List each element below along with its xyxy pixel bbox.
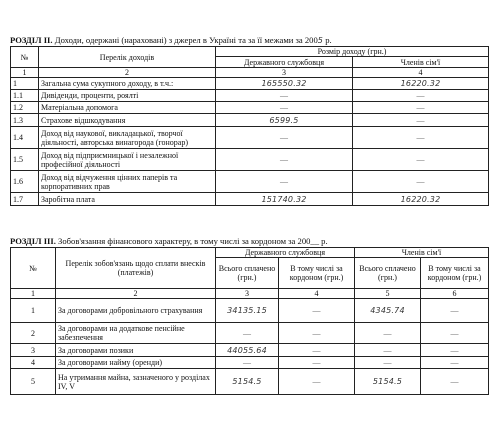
row-family-value: — bbox=[353, 114, 489, 127]
table-row bbox=[11, 171, 489, 193]
row-abroad-family: — bbox=[421, 299, 489, 323]
row-paid-official: 44055.64 bbox=[216, 344, 279, 357]
table-row bbox=[11, 299, 489, 323]
row-family-value: — bbox=[353, 171, 489, 193]
section3-title-text: Зобов'язання фінансового характеру, в тому числі за кордоном за 200 bbox=[58, 236, 311, 246]
row-num: 1.1 bbox=[11, 90, 39, 102]
table-row bbox=[11, 323, 489, 344]
row-paid-official: — bbox=[216, 357, 279, 369]
row-official-value: 165550.32 bbox=[216, 78, 353, 90]
header-abroad-family: В тому числі за кордоном (грн.) bbox=[421, 258, 489, 289]
section3-prefix: РОЗДІЛ III. bbox=[10, 236, 56, 246]
section2-title-text: Доходи, одержані (нараховані) з джерел в Україні та за її межами за 200 bbox=[54, 35, 318, 45]
row-name: Доход від відчуження цінних паперів та корпоративних прав bbox=[39, 171, 216, 193]
row-num: 1.7 bbox=[11, 193, 39, 206]
row-paid-family: 5154.5 bbox=[355, 369, 421, 395]
row-abroad-family: — bbox=[421, 357, 489, 369]
row-num: 3 bbox=[11, 344, 56, 357]
colnum-2: 2 bbox=[56, 289, 216, 299]
table-row bbox=[11, 193, 489, 206]
section2-year: 5 bbox=[317, 36, 324, 45]
row-paid-family: — bbox=[355, 344, 421, 357]
row-official-value: — bbox=[216, 149, 353, 171]
row-family-value: — bbox=[353, 102, 489, 114]
row-family-value: 16220.32 bbox=[353, 78, 489, 90]
row-family-value: — bbox=[353, 127, 489, 149]
table-row bbox=[11, 90, 489, 102]
row-name: Дивіденди, проценти, роялті bbox=[39, 90, 216, 102]
row-name: На утримання майна, зазначеного у розділах IV, V bbox=[56, 369, 216, 395]
row-official-value: — bbox=[216, 102, 353, 114]
row-paid-official: — bbox=[216, 323, 279, 344]
header-obligations-list: Перелік зобов'язань щодо сплати внесків (платежів) bbox=[56, 248, 216, 289]
table-row bbox=[11, 149, 489, 171]
row-family-value: — bbox=[353, 90, 489, 102]
row-name: Доход від наукової, викладацької, творчої діяльності, авторська винагорода (гонорар) bbox=[39, 127, 216, 149]
row-abroad-official: — bbox=[279, 344, 355, 357]
row-name: За договорами позики bbox=[56, 344, 216, 357]
row-abroad-official: — bbox=[279, 357, 355, 369]
section2-title bbox=[10, 35, 332, 46]
colnum-1: 1 bbox=[11, 289, 56, 299]
row-abroad-family: — bbox=[421, 323, 489, 344]
section3-year-blank: __ bbox=[310, 236, 320, 246]
header-official: Державного службовця bbox=[216, 248, 355, 258]
row-abroad-official: — bbox=[279, 323, 355, 344]
row-abroad-family: — bbox=[421, 369, 489, 395]
header-num: № bbox=[11, 248, 56, 289]
row-abroad-family: — bbox=[421, 344, 489, 357]
colnum-4: 4 bbox=[353, 68, 489, 78]
table-row bbox=[11, 127, 489, 149]
row-official-value: — bbox=[216, 171, 353, 193]
header-family: Членів сім'ї bbox=[353, 57, 489, 68]
row-name: Доход від підприємницької і незалежної професійної діяльності bbox=[39, 149, 216, 171]
row-num: 1 bbox=[11, 78, 39, 90]
colnum-1: 1 bbox=[11, 68, 39, 78]
row-abroad-official: — bbox=[279, 299, 355, 323]
table-row bbox=[11, 344, 489, 357]
row-num: 1 bbox=[11, 299, 56, 323]
row-paid-family: — bbox=[355, 323, 421, 344]
header-abroad-official: В тому числі за кордоном (грн.) bbox=[279, 258, 355, 289]
row-num: 1.2 bbox=[11, 102, 39, 114]
table-row bbox=[11, 78, 489, 90]
row-num: 5 bbox=[11, 369, 56, 395]
section2-title-suffix: р. bbox=[323, 35, 332, 45]
row-name: За договорами на додаткове пенсійне забезпечення bbox=[56, 323, 216, 344]
row-num: 1.3 bbox=[11, 114, 39, 127]
row-official-value: — bbox=[216, 90, 353, 102]
row-paid-official: 34135.15 bbox=[216, 299, 279, 323]
row-paid-family: 4345.74 bbox=[355, 299, 421, 323]
row-num: 1.6 bbox=[11, 171, 39, 193]
row-name: Загальна сума сукупного доходу, в т.ч.: bbox=[39, 78, 216, 90]
row-num: 2 bbox=[11, 323, 56, 344]
table-row bbox=[11, 357, 489, 369]
row-official-value: 6599.5 bbox=[216, 114, 353, 127]
row-name: Заробітна плата bbox=[39, 193, 216, 206]
section3-title bbox=[10, 236, 328, 246]
table-row bbox=[11, 114, 489, 127]
obligations-table bbox=[10, 247, 489, 395]
header-paid-family: Всього сплачено (грн.) bbox=[355, 258, 421, 289]
table-row bbox=[11, 369, 489, 395]
row-official-value: — bbox=[216, 127, 353, 149]
colnum-3: 3 bbox=[216, 289, 279, 299]
row-name: Страхове відшкодування bbox=[39, 114, 216, 127]
row-name: За договорами найму (оренди) bbox=[56, 357, 216, 369]
section2-prefix: РОЗДІЛ II. bbox=[10, 35, 53, 45]
row-family-value: — bbox=[353, 149, 489, 171]
row-name: За договорами добровільного страхування bbox=[56, 299, 216, 323]
row-name: Матеріальна допомога bbox=[39, 102, 216, 114]
colnum-5: 5 bbox=[355, 289, 421, 299]
colnum-6: 6 bbox=[421, 289, 489, 299]
header-paid-official: Всього сплачено (грн.) bbox=[216, 258, 279, 289]
row-official-value: 151740.32 bbox=[216, 193, 353, 206]
header-family: Членів сім'ї bbox=[355, 248, 489, 258]
row-num: 1.5 bbox=[11, 149, 39, 171]
table-row bbox=[11, 102, 489, 114]
row-abroad-official: — bbox=[279, 369, 355, 395]
row-paid-family: — bbox=[355, 357, 421, 369]
colnum-3: 3 bbox=[216, 68, 353, 78]
colnum-4: 4 bbox=[279, 289, 355, 299]
row-paid-official: 5154.5 bbox=[216, 369, 279, 395]
header-num: № bbox=[11, 47, 39, 68]
colnum-2: 2 bbox=[39, 68, 216, 78]
header-income-list: Перелік доходів bbox=[39, 47, 216, 68]
section3-title-suffix: р. bbox=[319, 236, 328, 246]
row-num: 1.4 bbox=[11, 127, 39, 149]
header-official: Державного службовця bbox=[216, 57, 353, 68]
row-num: 4 bbox=[11, 357, 56, 369]
header-income-size: Розмір доходу (грн.) bbox=[216, 47, 489, 57]
row-family-value: 16220.32 bbox=[353, 193, 489, 206]
income-table bbox=[10, 46, 489, 206]
